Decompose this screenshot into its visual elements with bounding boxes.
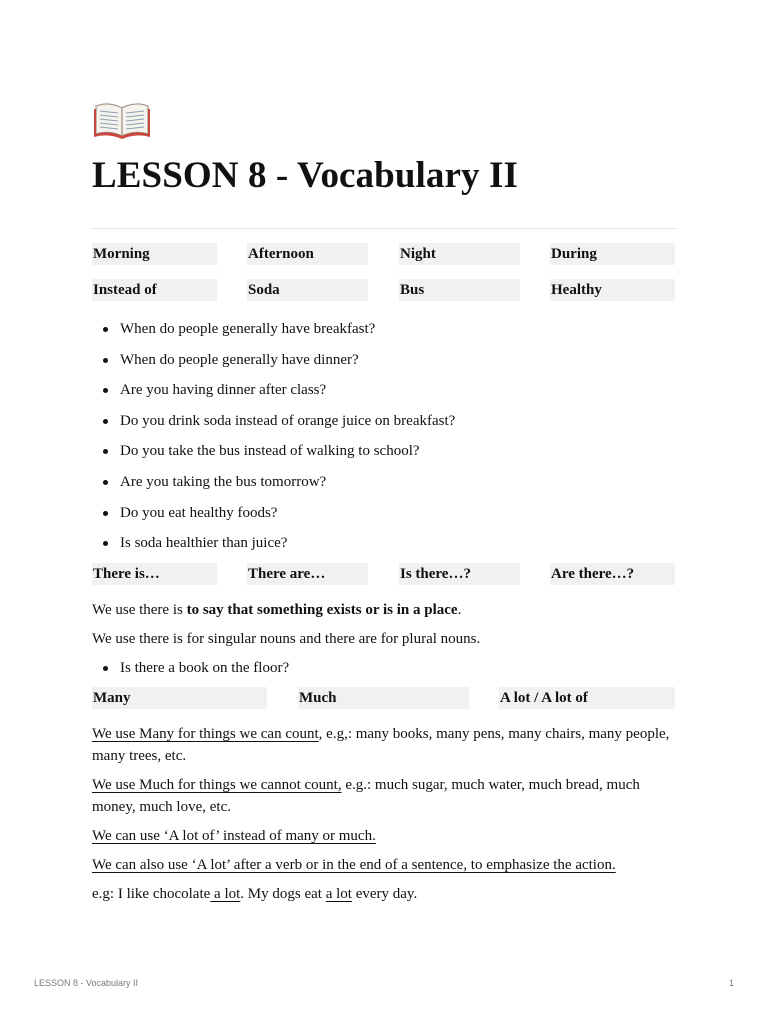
- text-span: We use there is: [92, 601, 187, 618]
- vocab-cell: Healthy: [550, 279, 675, 301]
- list-item: When do people generally have dinner?: [92, 349, 676, 371]
- page-title: LESSON 8 - Vocabulary II: [92, 155, 518, 196]
- vocab-cell: During: [550, 243, 675, 265]
- vocab-cell: Morning: [92, 243, 217, 265]
- vocab-cell: A lot / A lot of: [499, 687, 675, 709]
- there-example-list: [92, 657, 676, 679]
- vocab-cell: Much: [298, 687, 469, 709]
- vocab-cell: Bus: [399, 279, 520, 301]
- there-row: [92, 563, 676, 585]
- a-lot-explanation: [92, 854, 676, 876]
- list-item: Are you having dinner after class?: [92, 379, 676, 401]
- list-item: Is there a book on the floor?: [92, 657, 676, 679]
- there-explanation: [92, 599, 676, 621]
- many-explanation: [92, 723, 676, 767]
- underlined-text: a lot: [210, 886, 241, 903]
- underlined-text: We can also use ‘A lot’ after a verb or in the end of a sentence, to emphasize the action.: [92, 857, 616, 874]
- vocab-cell: There are…: [247, 563, 368, 585]
- open-book-icon: [93, 96, 151, 140]
- text-span: e.g.: much sugar, much water, much bread, much money, much love, etc.: [92, 777, 640, 816]
- a-lot-example: [92, 883, 676, 905]
- footer-title: LESSON 8 - Vocabulary II: [34, 978, 139, 988]
- vocab-row-1: [92, 243, 676, 265]
- list-item: When do people generally have breakfast?: [92, 318, 676, 340]
- bold-text: to say that something exists or is in a place: [186, 601, 458, 618]
- page-number: 1: [728, 978, 734, 988]
- vocab-cell: Soda: [247, 279, 368, 301]
- list-item: Do you take the bus instead of walking to school?: [92, 440, 676, 462]
- vocab-cell: Afternoon: [247, 243, 368, 265]
- quantity-row: [92, 687, 676, 709]
- underlined-text: We use Many for things we can count: [92, 726, 319, 743]
- vocab-cell: Is there…?: [399, 563, 520, 585]
- text-span: every day.: [351, 886, 418, 903]
- much-explanation: [92, 774, 676, 818]
- underlined-text: We use Much for things we cannot count,: [92, 777, 342, 794]
- there-explanation-2: We use there is for singular nouns and there are for plural nouns.: [92, 630, 481, 647]
- list-item: Are you taking the bus tomorrow?: [92, 471, 676, 493]
- vocab-row-2: [92, 279, 676, 301]
- vocab-cell: There is…: [92, 563, 217, 585]
- lesson-page: [92, 96, 676, 912]
- text-span: . My dogs eat: [240, 886, 326, 903]
- vocab-cell: Are there…?: [550, 563, 675, 585]
- vocab-cell: Night: [399, 243, 520, 265]
- underlined-text: We can use ‘A lot of’ instead of many or much.: [92, 828, 376, 845]
- text-span: .: [457, 601, 462, 618]
- text-span: e.g: I like chocolate: [92, 886, 211, 903]
- text-span: , e.g,: many books, many pens, many chairs, many people, many trees, etc.: [92, 726, 670, 765]
- a-lot-of-explanation: [92, 825, 676, 847]
- list-item: Do you drink soda instead of orange juice on breakfast?: [92, 410, 676, 432]
- vocab-cell: Many: [92, 687, 267, 709]
- list-item: Do you eat healthy foods?: [92, 502, 676, 524]
- vocab-cell: Instead of: [92, 279, 217, 301]
- question-list: [92, 318, 676, 554]
- underlined-text: a lot: [325, 886, 352, 903]
- title-divider: [92, 228, 676, 229]
- list-item: Is soda healthier than juice?: [92, 532, 676, 554]
